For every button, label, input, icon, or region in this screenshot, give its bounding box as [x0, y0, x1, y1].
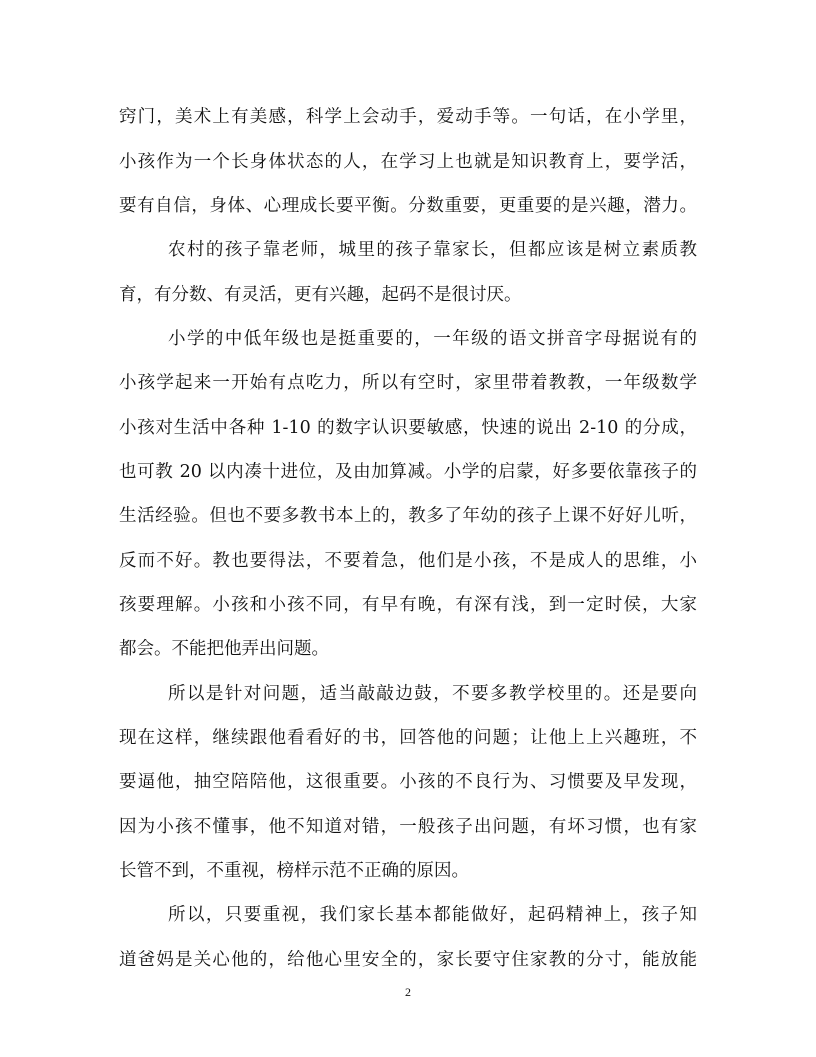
text-line: 小孩作为一个长身体状态的人，在学习上也就是知识教育上，要学活，: [119, 152, 697, 172]
text-line: 孩要理解。小孩和小孩不同，有早有晚，有深有浅，到一定时侯，大家: [119, 595, 697, 615]
text-line: 因为小孩不懂事，他不知道对错，一般孩子出问题，有坏习惯，也有家: [119, 817, 697, 837]
text-line: 现在这样，继续跟他看看好的书，回答他的问题；让他上上兴趣班，不: [119, 728, 697, 748]
paragraph-first-line: 所以，只要重视，我们家长基本都能做好，起码精神上，孩子知: [168, 905, 697, 925]
text-line: 也可教 20 以内凑十进位，及由加算减。小学的启蒙，好多要依靠孩子的: [119, 462, 697, 482]
text-line: 道爸妈是关心他的，给他心里安全的，家长要守住家教的分寸，能放能: [119, 950, 697, 970]
paragraph-first-line: 所以是针对问题，适当敲敲边鼓，不要多教学校里的。还是要向: [168, 684, 697, 704]
text-line: 小孩学起来一开始有点吃力，所以有空时，家里带着教教，一年级数学: [119, 373, 697, 393]
text-line: 窍门，美术上有美感，科学上会动手，爱动手等。一句话，在小学里，: [119, 107, 697, 127]
text-line: 都会。不能把他弄出问题。: [119, 639, 329, 659]
text-line: 要有自信，身体、心理成长要平衡。分数重要，更重要的是兴趣，潜力。: [119, 196, 697, 216]
page-number: 2: [405, 985, 411, 999]
text-line: 反而不好。教也要得法，不要着急，他们是小孩，不是成人的思维，小: [119, 551, 697, 571]
text-line: 小孩对生活中各种 1-10 的数字认识要敏感，快速的说出 2-10 的分成，: [119, 418, 697, 438]
text-line: 育，有分数、有灵活，更有兴趣，起码不是很讨厌。: [119, 285, 522, 305]
text-line: 要逼他，抽空陪陪他，这很重要。小孩的不良行为、习惯要及早发现，: [119, 772, 697, 792]
paragraph-first-line: 农村的孩子靠老师，城里的孩子靠家长，但都应该是树立素质教: [168, 240, 697, 260]
text-line: 生活经验。但也不要多教书本上的，教多了年幼的孩子上课不好好儿听，: [119, 506, 697, 526]
text-line: 长管不到，不重视，榜样示范不正确的原因。: [119, 861, 469, 881]
paragraph-first-line: 小学的中低年级也是挺重要的，一年级的语文拼音字母据说有的: [168, 329, 697, 349]
